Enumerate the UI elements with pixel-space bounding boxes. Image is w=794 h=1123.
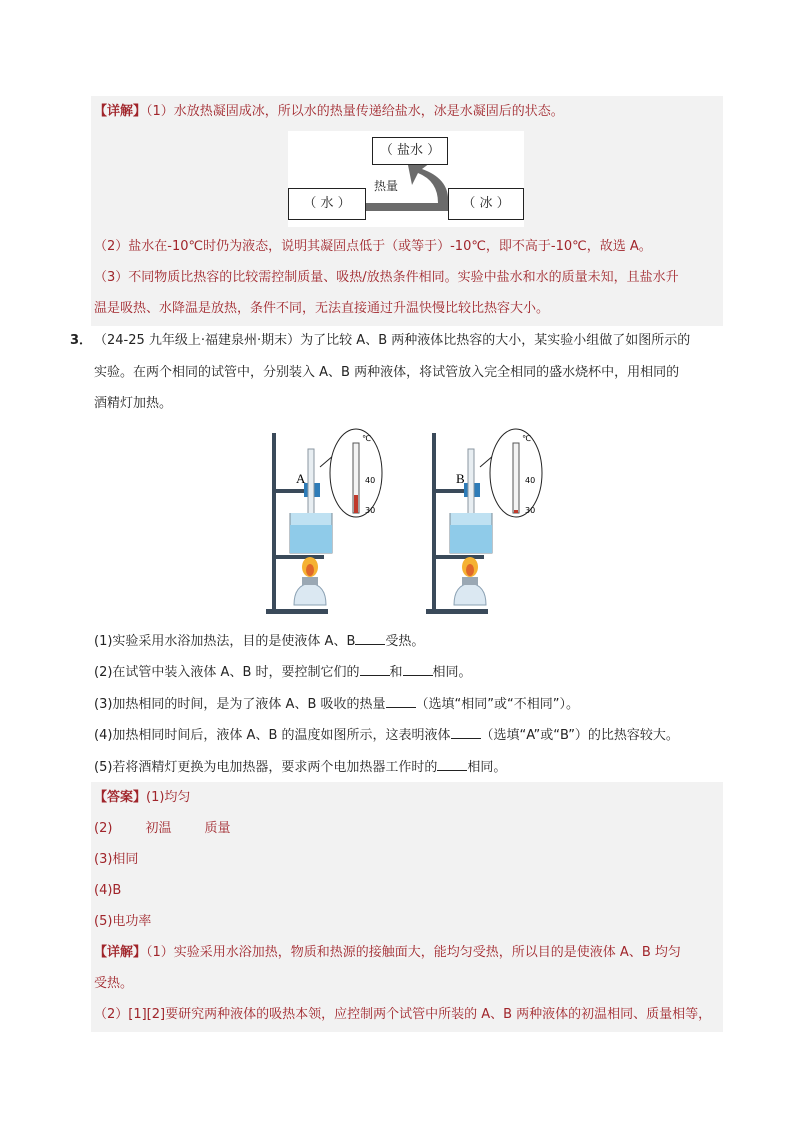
blank — [360, 663, 390, 676]
mercury-a — [354, 495, 358, 513]
detail3-line-3: （2）[1][2]要研究两种液体的吸热本领，应控制两个试管中所装的 A、B 两种液体的初温相同、质量相等， — [94, 1007, 712, 1022]
box-ice: （ 冰 ） — [448, 188, 524, 220]
box-water: （ 水 ） — [288, 188, 366, 220]
label-a: A — [296, 471, 306, 486]
apparatus-a — [266, 429, 382, 614]
subq-4-text: (4)加热相同时间后，液体 A、B 的温度如图所示，这表明液体 — [94, 728, 451, 743]
subq-1-tail: 受热。 — [385, 634, 425, 649]
mercury-b — [514, 510, 518, 513]
subq-2-tail: 相同。 — [432, 665, 472, 680]
question-line-2: 实验。在两个相同的试管中，分别装入 A、B 两种液体，将试管放入完全相同的盛水烧杯中，用相同的 — [94, 365, 680, 380]
detail1-text: （1）水放热凝固成冰，所以水的热量传递给盐水，冰是水凝固后的状态。 — [146, 104, 564, 119]
question-number: 3． — [70, 333, 93, 348]
subq-1-text: (1)实验采用水浴加热法，目的是使液体 A、B — [94, 634, 356, 649]
answer-3: (3)相同 — [94, 852, 139, 867]
answer-1-text: (1)均匀 — [146, 790, 191, 805]
subq-5-tail: 相同。 — [467, 760, 507, 775]
blank — [437, 758, 467, 771]
subq-4 — [94, 726, 679, 746]
answer-4: (4)B — [94, 883, 122, 898]
box-saltwater: （ 盐水 ） — [372, 137, 448, 165]
subq-2-text: (2)在试管中装入液体 A、B 时，要控制它们的 — [94, 665, 360, 680]
blank — [355, 632, 385, 645]
detail1-line-4: 温是吸热、水降温是放热，条件不同，无法直接通过升温快慢比较比热容大小。 — [94, 301, 550, 316]
detail3-line-2: 受热。 — [94, 976, 134, 991]
subq-4-tail: （选填“A”或“B”）的比热容较大。 — [480, 728, 679, 743]
detail-tag: 【详解】 — [94, 104, 147, 119]
arrow-label: 热量 — [374, 179, 399, 193]
unit-b: ℃ — [522, 434, 531, 443]
subq-2-mid: 和 — [389, 665, 403, 680]
blank — [386, 695, 416, 708]
answer-tag: 【答案】 — [94, 790, 147, 805]
subq-5-text: (5)若将酒精灯更换为电加热器，要求两个电加热器工作时的 — [94, 760, 438, 775]
heat-flow-diagram — [288, 131, 524, 227]
apparatus-b — [426, 429, 542, 614]
detail-tag: 【详解】 — [94, 945, 147, 960]
unit-a: ℃ — [362, 434, 371, 443]
detail3-line-1 — [94, 943, 681, 963]
label-b: B — [456, 471, 465, 486]
subq-2 — [94, 663, 472, 683]
subq-3 — [94, 695, 579, 715]
answer-5: (5)电功率 — [94, 914, 152, 929]
tick-30-b: 30 — [525, 506, 536, 515]
subq-5 — [94, 758, 506, 778]
detail1-line-3: （3）不同物质比热容的比较需控制质量、吸热/放热条件相同。实验中盐水和水的质量未知，且盐水升 — [94, 270, 679, 285]
question-line-3: 酒精灯加热。 — [94, 396, 173, 411]
tick-40-a: 40 — [365, 476, 376, 485]
detail1-line-2: （2）盐水在-10℃时仍为液态，说明其凝固点低于（或等于）-10℃，即不高于-10℃，故选 A。 — [94, 239, 652, 254]
blank — [403, 663, 433, 676]
detail3-text: （1）实验采用水浴加热，物质和热源的接触面大，能均匀受热，所以目的是使液体 A、B 均匀 — [146, 945, 681, 960]
tick-40-b: 40 — [525, 476, 536, 485]
subq-1 — [94, 632, 424, 652]
detail1-line — [94, 102, 564, 122]
subq-3-tail: （选填“相同”或“不相同”）。 — [415, 697, 579, 712]
question-line-1: （24-25 九年级上·福建泉州·期末）为了比较 A、B 两种液体比热容的大小，某实验小组做了如图所示的 — [94, 333, 691, 348]
answer-2: (2) 初温 质量 — [94, 821, 231, 836]
answer-1 — [94, 788, 190, 808]
blank — [451, 726, 481, 739]
tick-30-a: 30 — [365, 506, 376, 515]
subq-3-text: (3)加热相同的时间，是为了液体 A、B 吸收的热量 — [94, 697, 386, 712]
experiment-figure — [262, 425, 552, 617]
